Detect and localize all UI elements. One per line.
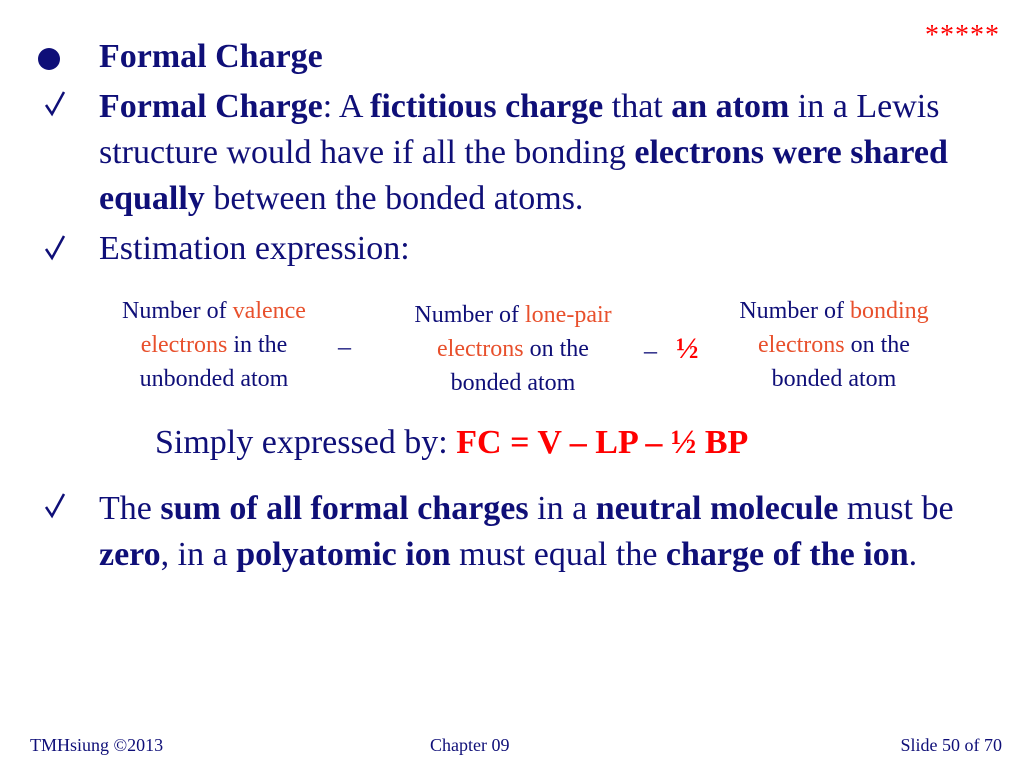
lone-pair-electrons-term: Number of lone-pair electrons on the bonded atom: [414, 302, 612, 396]
formula: FC = V – LP – ½ BP: [456, 424, 749, 461]
bonding-electrons-term: Number of bonding electrons on the bonded atom: [739, 298, 929, 392]
half-fraction: ½: [676, 332, 699, 365]
footer-slide-number: Slide 50 of 70: [900, 735, 1002, 755]
checkmark-icon: [44, 492, 66, 520]
footer-chapter: Chapter 09: [430, 735, 510, 755]
bullet-dot-icon: [38, 34, 60, 85]
formula-line: Simply expressed by: FC = V – LP – ½ BP: [155, 424, 749, 461]
checkmark-icon: [44, 90, 66, 118]
footer-author: TMHsiung ©2013: [30, 735, 164, 755]
heading-formal-charge: Formal Charge: [99, 38, 323, 75]
definition-paragraph: Formal Charge: A fictitious charge that an atom in a Lewis structure would have if all the bonding electrons were shared equally between the bonded atoms.: [99, 88, 948, 217]
importance-stars: *****: [925, 20, 1000, 51]
checkmark-icon: [44, 234, 66, 262]
estimation-heading: Estimation expression:: [99, 230, 410, 267]
minus-sign: –: [338, 332, 351, 361]
minus-sign: –: [644, 336, 657, 365]
valence-electrons-term: Number of valence electrons in the unbonded atom: [122, 298, 306, 392]
sum-rule-paragraph: The sum of all formal charges in a neutral molecule must be zero, in a polyatomic ion must equal the charge of the ion.: [99, 490, 954, 573]
